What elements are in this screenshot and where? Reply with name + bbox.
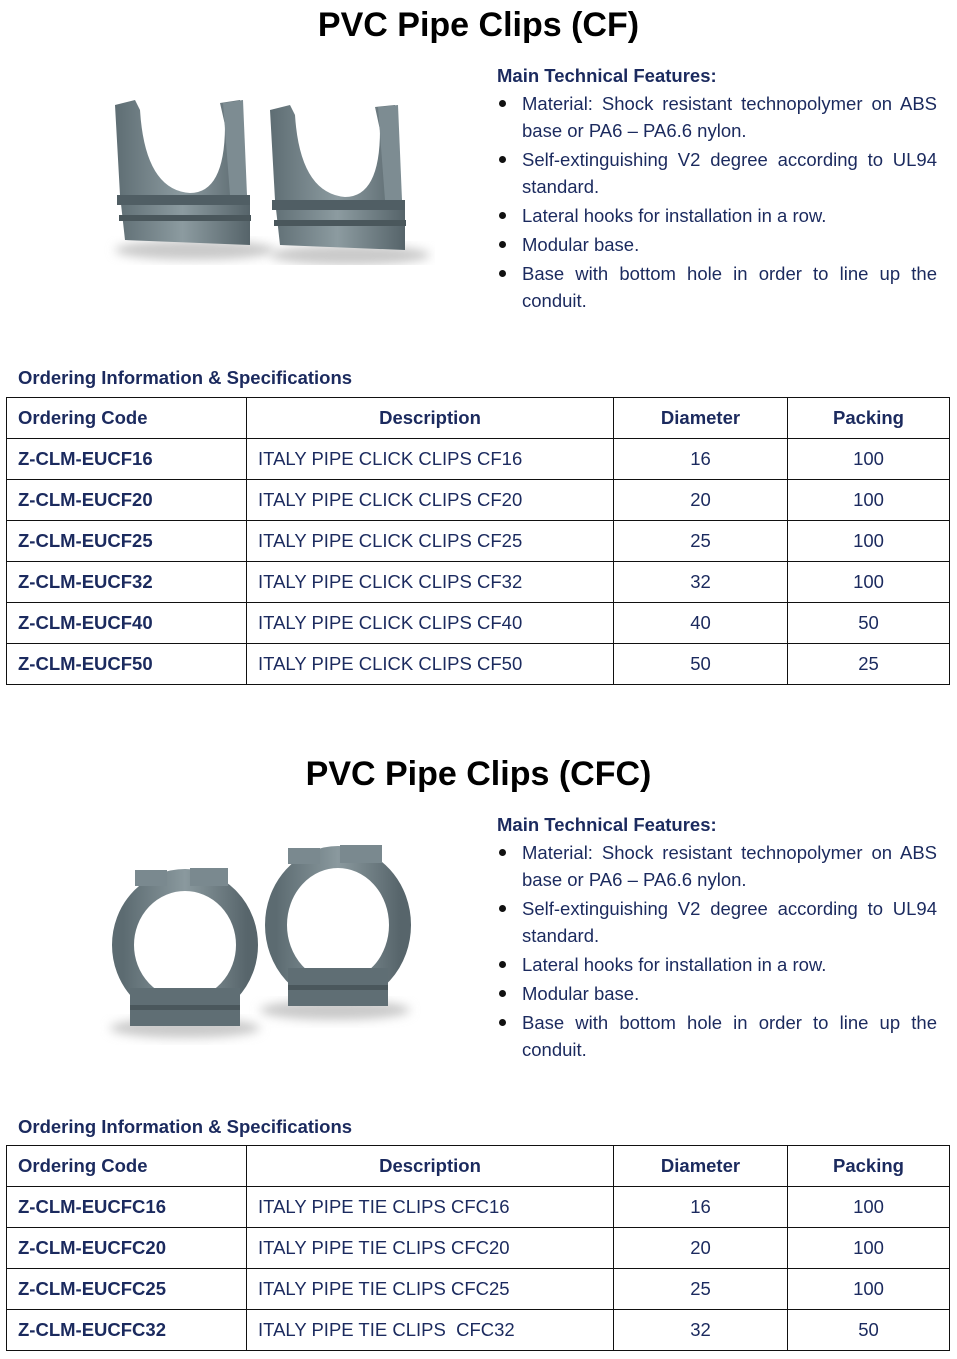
diameter-cell: 50 (614, 644, 788, 685)
bullet-icon (499, 241, 506, 248)
feature-item: Modular base. (497, 980, 937, 1007)
packing-cell: 100 (788, 562, 950, 603)
bullet-icon (499, 849, 506, 856)
col-header-description: Description (247, 1146, 614, 1187)
table-row (7, 1269, 950, 1310)
bullet-icon (499, 1019, 506, 1026)
packing-cell: 100 (788, 480, 950, 521)
ordering-heading: Ordering Information & Specifications (18, 367, 353, 388)
feature-item: Self-extinguishing V2 degree according to UL94 standard. (497, 895, 937, 949)
bullet-icon (499, 270, 506, 277)
table-row (7, 644, 950, 685)
description-cell: ITALY PIPE CLICK CLIPS CF40 (247, 603, 614, 644)
spec-table-cfc (6, 1145, 950, 1351)
features-heading: Main Technical Features: (497, 65, 717, 86)
table-row (7, 562, 950, 603)
col-header-description: Description (247, 398, 614, 439)
feature-item: Lateral hooks for installation in a row. (497, 951, 937, 978)
diameter-cell: 25 (614, 1269, 788, 1310)
table-row (7, 1187, 950, 1228)
bullet-icon (499, 990, 506, 997)
features-panel (497, 811, 937, 1065)
feature-item: Lateral hooks for installation in a row. (497, 202, 937, 229)
feature-item: Material: Shock resistant technopolymer on ABS base or PA6 – PA6.6 nylon. (497, 839, 937, 893)
description-cell: ITALY PIPE CLICK CLIPS CF20 (247, 480, 614, 521)
packing-cell: 100 (788, 521, 950, 562)
diameter-cell: 40 (614, 603, 788, 644)
ring-clip-icon (123, 868, 247, 1026)
spec-table-cf (6, 397, 950, 685)
diameter-cell: 20 (614, 1228, 788, 1269)
bullet-icon (499, 100, 506, 107)
bullet-icon (499, 156, 506, 163)
bullet-icon (499, 212, 506, 219)
ordering-code-cell: Z-CLM-EUCF20 (7, 480, 247, 521)
cf-clips-product-image (95, 85, 435, 265)
feature-item: Material: Shock resistant technopolymer on ABS base or PA6 – PA6.6 nylon. (497, 90, 937, 144)
col-header-diameter: Diameter (614, 398, 788, 439)
col-header-diameter: Diameter (614, 1146, 788, 1187)
table-row (7, 521, 950, 562)
u-clip-icon (115, 100, 251, 245)
description-cell: ITALY PIPE CLICK CLIPS CF16 (247, 439, 614, 480)
description-cell: ITALY PIPE TIE CLIPS CFC16 (247, 1187, 614, 1228)
packing-cell: 25 (788, 644, 950, 685)
description-cell: ITALY PIPE CLICK CLIPS CF50 (247, 644, 614, 685)
ordering-code-cell: Z-CLM-EUCF16 (7, 439, 247, 480)
ordering-code-cell: Z-CLM-EUCF32 (7, 562, 247, 603)
col-header-ordering-code: Ordering Code (7, 1146, 247, 1187)
features-heading: Main Technical Features: (497, 814, 717, 835)
ordering-code-cell: Z-CLM-EUCFC16 (7, 1187, 247, 1228)
packing-cell: 100 (788, 1269, 950, 1310)
table-row (7, 1310, 950, 1351)
table-row (7, 603, 950, 644)
feature-item: Base with bottom hole in order to line up the conduit. (497, 1009, 937, 1063)
col-header-ordering-code: Ordering Code (7, 398, 247, 439)
feature-item: Self-extinguishing V2 degree according to UL94 standard. (497, 146, 937, 200)
ordering-code-cell: Z-CLM-EUCF40 (7, 603, 247, 644)
features-list (497, 839, 937, 1063)
description-cell: ITALY PIPE CLICK CLIPS CF32 (247, 562, 614, 603)
table-row (7, 1228, 950, 1269)
diameter-cell: 32 (614, 562, 788, 603)
features-list (497, 90, 937, 314)
packing-cell: 50 (788, 603, 950, 644)
description-cell: ITALY PIPE CLICK CLIPS CF25 (247, 521, 614, 562)
section-title: PVC Pipe Clips (CF) (317, 6, 640, 44)
diameter-cell: 16 (614, 1187, 788, 1228)
ring-clip-icon (276, 845, 400, 1006)
feature-item: Modular base. (497, 231, 937, 258)
features-panel (497, 62, 937, 316)
table-row (7, 439, 950, 480)
col-header-packing: Packing (788, 398, 950, 439)
description-cell: ITALY PIPE TIE CLIPS CFC25 (247, 1269, 614, 1310)
table-header-row (7, 398, 950, 439)
diameter-cell: 25 (614, 521, 788, 562)
packing-cell: 100 (788, 1187, 950, 1228)
diameter-cell: 20 (614, 480, 788, 521)
table-header-row (7, 1146, 950, 1187)
ordering-code-cell: Z-CLM-EUCFC20 (7, 1228, 247, 1269)
section-title: PVC Pipe Clips (CFC) (305, 755, 652, 793)
ordering-heading: Ordering Information & Specifications (18, 1116, 353, 1137)
bullet-icon (499, 905, 506, 912)
col-header-packing: Packing (788, 1146, 950, 1187)
ordering-code-cell: Z-CLM-EUCFC25 (7, 1269, 247, 1310)
cfc-clips-product-image (100, 830, 440, 1045)
feature-item: Base with bottom hole in order to line up the conduit. (497, 260, 937, 314)
bullet-icon (499, 961, 506, 968)
packing-cell: 100 (788, 1228, 950, 1269)
description-cell: ITALY PIPE TIE CLIPS CFC32 (247, 1310, 614, 1351)
diameter-cell: 16 (614, 439, 788, 480)
packing-cell: 50 (788, 1310, 950, 1351)
ordering-code-cell: Z-CLM-EUCF50 (7, 644, 247, 685)
diameter-cell: 32 (614, 1310, 788, 1351)
table-row (7, 480, 950, 521)
description-cell: ITALY PIPE TIE CLIPS CFC20 (247, 1228, 614, 1269)
ordering-code-cell: Z-CLM-EUCFC32 (7, 1310, 247, 1351)
u-clip-icon (270, 105, 406, 250)
packing-cell: 100 (788, 439, 950, 480)
ordering-code-cell: Z-CLM-EUCF25 (7, 521, 247, 562)
